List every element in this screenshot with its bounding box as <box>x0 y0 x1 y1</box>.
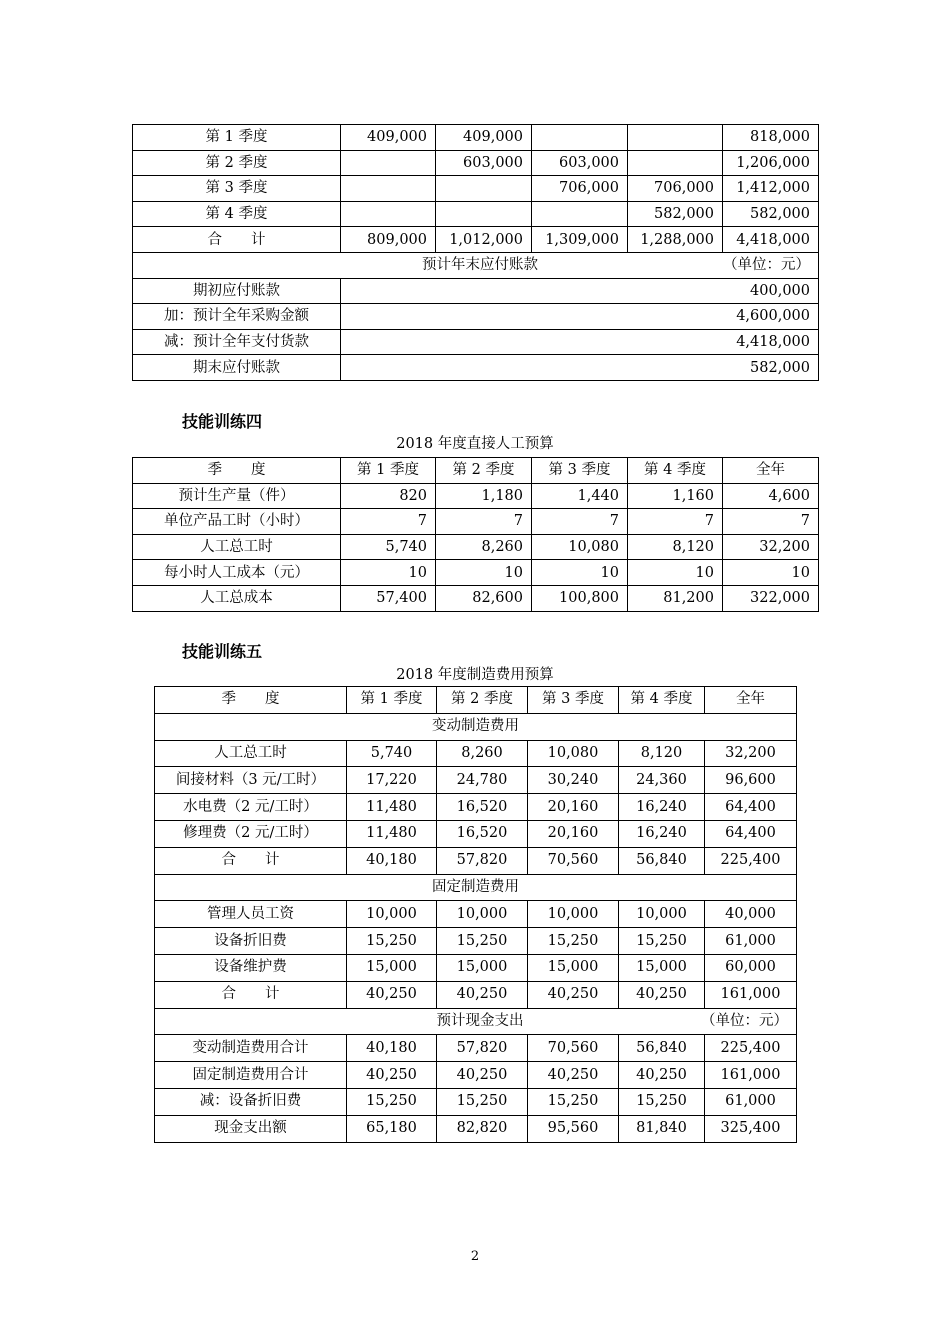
table-cell: 24,360 <box>619 767 705 794</box>
table-cell: 5,740 <box>341 534 436 560</box>
payables-table <box>132 124 819 381</box>
table-cell: 322,000 <box>723 585 819 611</box>
column-header: 第 1 季度 <box>341 458 436 484</box>
table-cell: 15,250 <box>528 928 619 955</box>
section-title-row <box>155 1008 797 1035</box>
table-cell: 40,250 <box>619 981 705 1008</box>
table-cell: 40,250 <box>437 981 528 1008</box>
column-header: 第 1 季度 <box>347 687 437 714</box>
table-row <box>155 820 797 847</box>
table-cell: 15,000 <box>528 954 619 981</box>
row-label: 单位产品工时（小时） <box>133 509 341 535</box>
subtitle-row <box>133 252 819 278</box>
table-cell: 603,000 <box>436 150 532 176</box>
table-cell: 409,000 <box>341 125 436 151</box>
row-label: 期末应付账款 <box>133 355 341 381</box>
table-cell: 225,400 <box>705 1035 797 1062</box>
table-cell: 4,418,000 <box>723 227 819 253</box>
table-cell: 40,180 <box>347 1035 437 1062</box>
table-cell: 4,600,000 <box>341 304 819 330</box>
table-cell: 11,480 <box>347 794 437 821</box>
row-label: 合 计 <box>155 847 347 874</box>
table-cell: 64,400 <box>705 820 797 847</box>
table-cell: 1,288,000 <box>628 227 723 253</box>
table-cell: 32,200 <box>705 740 797 767</box>
table-cell: 409,000 <box>436 125 532 151</box>
table-row <box>155 1088 797 1115</box>
column-header: 第 4 季度 <box>628 458 723 484</box>
table-row <box>155 1115 797 1142</box>
row-label: 设备折旧费 <box>155 928 347 955</box>
table-cell: 24,780 <box>437 767 528 794</box>
table-cell: 225,400 <box>705 847 797 874</box>
table-cell: 15,250 <box>528 1088 619 1115</box>
row-label: 减：设备折旧费 <box>155 1088 347 1115</box>
table-cell: 96,600 <box>705 767 797 794</box>
table-cell: 60,000 <box>705 954 797 981</box>
table-cell: 10,000 <box>437 901 528 928</box>
table-cell: 1,412,000 <box>723 176 819 202</box>
row-label: 人工总成本 <box>133 585 341 611</box>
table-row <box>155 981 797 1008</box>
table-cell <box>341 176 436 202</box>
cash-title-cell <box>155 1008 797 1035</box>
row-label: 固定制造费用合计 <box>155 1062 347 1089</box>
row-label: 第 4 季度 <box>133 201 341 227</box>
table-cell <box>341 150 436 176</box>
table-cell: 7 <box>436 509 532 535</box>
table-cell: 1,309,000 <box>532 227 628 253</box>
table-row <box>155 954 797 981</box>
table-cell: 15,000 <box>619 954 705 981</box>
row-label: 合 计 <box>155 981 347 1008</box>
table-cell: 16,240 <box>619 794 705 821</box>
table-row <box>155 847 797 874</box>
table-cell: 40,250 <box>437 1062 528 1089</box>
table-cell: 16,520 <box>437 820 528 847</box>
table-cell: 95,560 <box>528 1115 619 1142</box>
table-row <box>133 355 819 381</box>
table-cell: 603,000 <box>532 150 628 176</box>
section5-heading: 技能训练五 <box>182 642 263 661</box>
row-label: 设备维护费 <box>155 954 347 981</box>
table-cell: 1,012,000 <box>436 227 532 253</box>
header-row <box>155 687 797 714</box>
table-row <box>133 150 819 176</box>
column-header: 季 度 <box>133 458 341 484</box>
table-row <box>155 1035 797 1062</box>
labor-budget-table <box>132 457 819 612</box>
table-row <box>155 928 797 955</box>
table-cell: 57,820 <box>437 1035 528 1062</box>
table-row <box>133 278 819 304</box>
unit-label: （单位：元） <box>701 1012 788 1029</box>
table-cell: 15,250 <box>437 928 528 955</box>
table-cell: 61,000 <box>705 1088 797 1115</box>
table-cell: 15,250 <box>437 1088 528 1115</box>
overhead-budget-table <box>154 686 797 1143</box>
table-cell: 7 <box>532 509 628 535</box>
table-cell: 15,000 <box>347 954 437 981</box>
table-cell: 57,820 <box>437 847 528 874</box>
table-cell: 1,440 <box>532 483 628 509</box>
table-cell: 4,418,000 <box>341 329 819 355</box>
table-cell: 7 <box>341 509 436 535</box>
table-row <box>133 176 819 202</box>
column-header: 第 2 季度 <box>437 687 528 714</box>
table-cell: 10 <box>628 560 723 586</box>
table-cell: 10,080 <box>528 740 619 767</box>
table-cell: 5,740 <box>347 740 437 767</box>
table-cell <box>532 201 628 227</box>
table-row <box>133 201 819 227</box>
table-cell: 10 <box>341 560 436 586</box>
column-header: 第 3 季度 <box>532 458 628 484</box>
table-cell: 32,200 <box>723 534 819 560</box>
table-cell: 70,560 <box>528 847 619 874</box>
payables-subtitle: 预计年末应付账款 <box>422 257 538 274</box>
table-row <box>133 509 819 535</box>
table-cell: 582,000 <box>723 201 819 227</box>
table-cell: 81,840 <box>619 1115 705 1142</box>
table-row <box>155 901 797 928</box>
column-header: 第 3 季度 <box>528 687 619 714</box>
table-cell: 161,000 <box>705 1062 797 1089</box>
table-cell: 7 <box>723 509 819 535</box>
column-header: 第 2 季度 <box>436 458 532 484</box>
section-title-row <box>155 713 797 740</box>
table-cell: 57,400 <box>341 585 436 611</box>
column-header: 季 度 <box>155 687 347 714</box>
table-row <box>155 1062 797 1089</box>
table-cell: 40,250 <box>528 981 619 1008</box>
variable-cost-title: 变动制造费用 <box>155 713 797 740</box>
table-cell <box>628 150 723 176</box>
table-row <box>133 227 819 253</box>
table-cell: 161,000 <box>705 981 797 1008</box>
unit-label: （单位：元） <box>723 257 810 274</box>
section4-caption: 2018 年度直接人工预算 <box>396 436 554 452</box>
table-cell: 10,000 <box>347 901 437 928</box>
table-cell: 10,080 <box>532 534 628 560</box>
table-cell: 8,260 <box>436 534 532 560</box>
table-cell: 582,000 <box>341 355 819 381</box>
section-title-row <box>155 874 797 901</box>
row-label: 每小时人工成本（元） <box>133 560 341 586</box>
table-cell: 40,250 <box>528 1062 619 1089</box>
row-label: 第 3 季度 <box>133 176 341 202</box>
table-cell: 30,240 <box>528 767 619 794</box>
column-header: 全年 <box>723 458 819 484</box>
table-cell <box>628 125 723 151</box>
table-row <box>155 740 797 767</box>
cash-title: 预计现金支出 <box>436 1012 524 1029</box>
table-cell: 40,180 <box>347 847 437 874</box>
row-label: 第 1 季度 <box>133 125 341 151</box>
row-label: 变动制造费用合计 <box>155 1035 347 1062</box>
table-cell: 582,000 <box>628 201 723 227</box>
column-header: 第 4 季度 <box>619 687 705 714</box>
table-cell: 8,120 <box>619 740 705 767</box>
table-cell: 82,820 <box>437 1115 528 1142</box>
table-cell: 820 <box>341 483 436 509</box>
column-header: 全年 <box>705 687 797 714</box>
table-cell <box>532 125 628 151</box>
table-cell: 706,000 <box>628 176 723 202</box>
table-cell: 82,600 <box>436 585 532 611</box>
page-number: 2 <box>470 1249 480 1264</box>
table-cell: 1,180 <box>436 483 532 509</box>
table-row <box>133 483 819 509</box>
table-cell: 15,250 <box>619 1088 705 1115</box>
table-cell: 16,240 <box>619 820 705 847</box>
table-cell <box>436 176 532 202</box>
table-row <box>133 329 819 355</box>
table-cell: 8,260 <box>437 740 528 767</box>
row-label: 减：预计全年支付货款 <box>133 329 341 355</box>
table-cell: 40,000 <box>705 901 797 928</box>
table-cell: 10,000 <box>528 901 619 928</box>
table-cell: 10 <box>723 560 819 586</box>
row-label: 现金支出额 <box>155 1115 347 1142</box>
table-row <box>133 585 819 611</box>
row-label: 期初应付账款 <box>133 278 341 304</box>
table-cell: 56,840 <box>619 847 705 874</box>
table-cell: 100,800 <box>532 585 628 611</box>
table-cell: 1,160 <box>628 483 723 509</box>
fixed-cost-title: 固定制造费用 <box>155 874 797 901</box>
table-cell: 7 <box>628 509 723 535</box>
table-cell: 400,000 <box>341 278 819 304</box>
table-cell: 15,250 <box>619 928 705 955</box>
row-label: 第 2 季度 <box>133 150 341 176</box>
table-cell: 809,000 <box>341 227 436 253</box>
table-cell: 61,000 <box>705 928 797 955</box>
table-cell: 325,400 <box>705 1115 797 1142</box>
table-cell: 706,000 <box>532 176 628 202</box>
table-cell: 10 <box>436 560 532 586</box>
table-cell: 40,250 <box>619 1062 705 1089</box>
table-cell: 15,250 <box>347 928 437 955</box>
table-cell: 1,206,000 <box>723 150 819 176</box>
row-label: 人工总工时 <box>155 740 347 767</box>
table-cell: 8,120 <box>628 534 723 560</box>
table-cell <box>341 201 436 227</box>
table-cell: 11,480 <box>347 820 437 847</box>
row-label: 合 计 <box>133 227 341 253</box>
row-label: 加：预计全年采购金额 <box>133 304 341 330</box>
row-label: 预计生产量（件） <box>133 483 341 509</box>
row-label: 间接材料（3 元/工时） <box>155 767 347 794</box>
table-row <box>133 304 819 330</box>
table-cell: 65,180 <box>347 1115 437 1142</box>
row-label: 水电费（2 元/工时） <box>155 794 347 821</box>
table-cell: 56,840 <box>619 1035 705 1062</box>
table-cell: 15,250 <box>347 1088 437 1115</box>
table-cell: 10,000 <box>619 901 705 928</box>
table-row <box>133 560 819 586</box>
table-cell: 70,560 <box>528 1035 619 1062</box>
table-row <box>155 794 797 821</box>
section5-caption: 2018 年度制造费用预算 <box>396 667 554 683</box>
row-label: 修理费（2 元/工时） <box>155 820 347 847</box>
row-label: 人工总工时 <box>133 534 341 560</box>
table-cell: 20,160 <box>528 794 619 821</box>
section4-heading: 技能训练四 <box>182 412 263 431</box>
table-cell: 64,400 <box>705 794 797 821</box>
table-row <box>133 125 819 151</box>
subtitle-cell <box>133 252 819 278</box>
table-row <box>133 534 819 560</box>
table-cell: 4,600 <box>723 483 819 509</box>
table-cell: 17,220 <box>347 767 437 794</box>
table-row <box>155 767 797 794</box>
table-cell: 16,520 <box>437 794 528 821</box>
row-label: 管理人员工资 <box>155 901 347 928</box>
table-cell: 81,200 <box>628 585 723 611</box>
table-cell: 10 <box>532 560 628 586</box>
table-cell: 818,000 <box>723 125 819 151</box>
header-row <box>133 458 819 484</box>
table-cell: 15,000 <box>437 954 528 981</box>
table-cell <box>436 201 532 227</box>
table-cell: 20,160 <box>528 820 619 847</box>
table-cell: 40,250 <box>347 1062 437 1089</box>
table-cell: 40,250 <box>347 981 437 1008</box>
